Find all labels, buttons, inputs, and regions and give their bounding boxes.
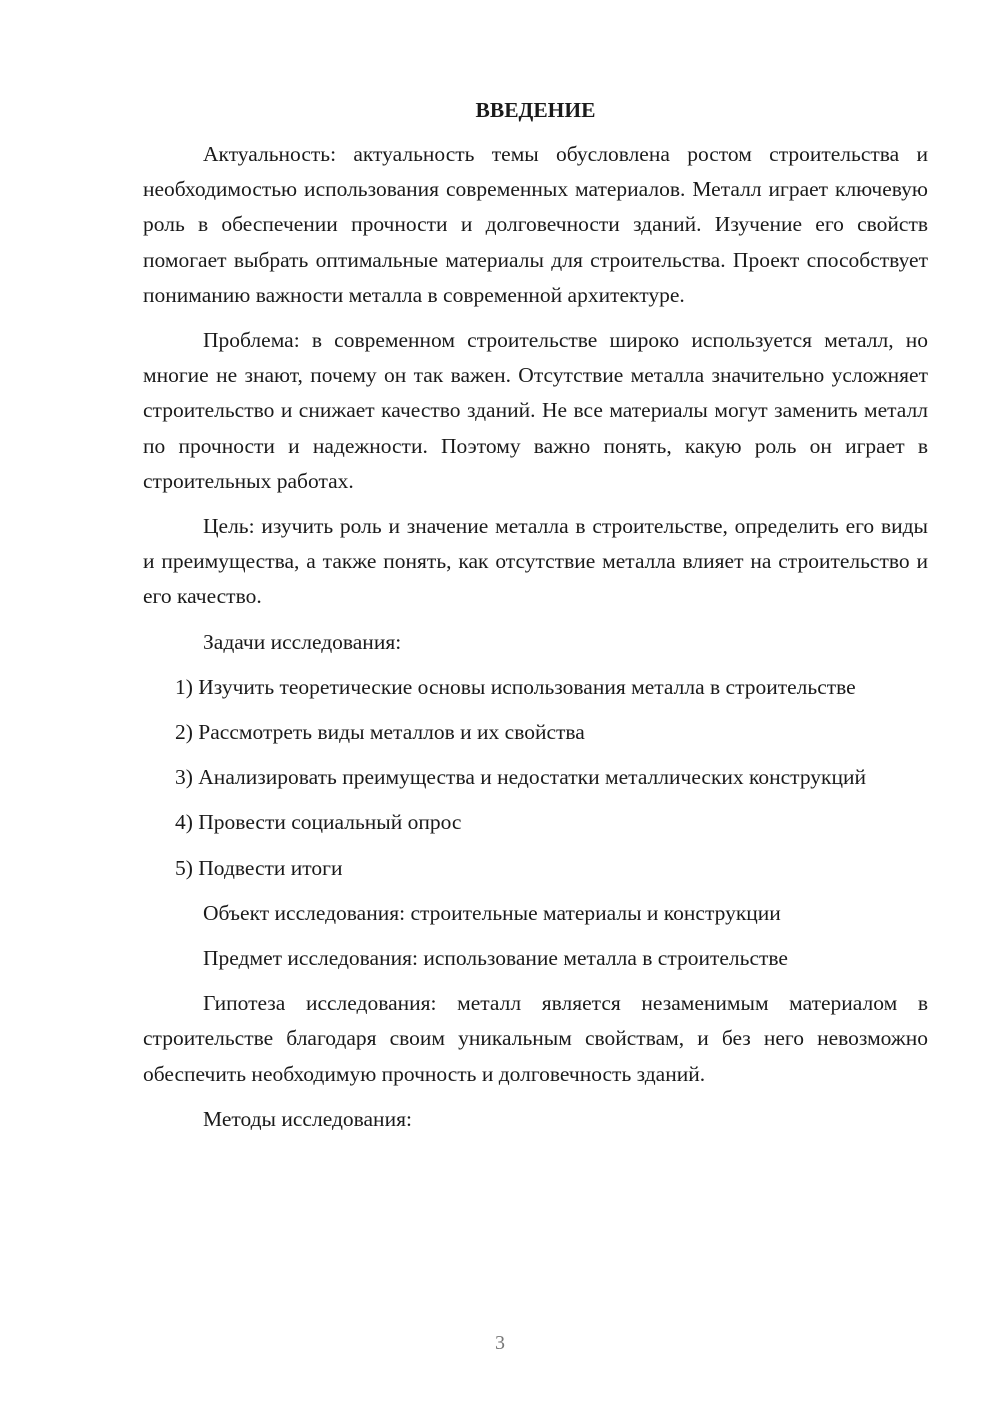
paragraph-methods-heading: Методы исследования: xyxy=(203,1106,412,1131)
task-item-4: 4) Провести социальный опрос xyxy=(175,810,462,835)
paragraph-problem: Проблема: в современном строительстве широко используется металл, но многие не знают, почему он так важен. Отсутствие металла значительно усложняет строительство и снижает качество зданий. Не все материалы могут заменить металл по прочности и надежности. Поэтому важно понять, какую роль он играет в строительных работах. xyxy=(143,328,928,493)
paragraph-object: Объект исследования: строительные материалы и конструкции xyxy=(203,900,781,925)
paragraph-tasks-heading: Задачи исследования: xyxy=(203,629,402,654)
paragraph-relevance: Актуальность: актуальность темы обусловлена ростом строительства и необходимостью использования современных материалов. Металл играет ключевую роль в обеспечении прочности и долговечности зданий. Изучение его свойств помогает выбрать оптимальные материалы для строительства. Проект способствует пониманию важности металла в современной архитектуре. xyxy=(143,142,928,307)
task-item-2: 2) Рассмотреть виды металлов и их свойства xyxy=(175,720,585,745)
task-item-3: 3) Анализировать преимущества и недостатки металлических конструкций xyxy=(175,765,867,790)
page-number: 3 xyxy=(495,1332,505,1354)
paragraph-hypothesis: Гипотеза исследования: металл является незаменимым материалом в строительстве благодаря своим уникальным свойствам, и без него невозможно обеспечить необходимую прочность и долговечность зданий. xyxy=(143,991,928,1086)
paragraph-subject: Предмет исследования: использование металла в строительстве xyxy=(203,946,788,971)
task-item-1: 1) Изучить теоретические основы использования металла в строительстве xyxy=(175,674,856,699)
document-page xyxy=(143,90,928,1147)
paragraph-goal: Цель: изучить роль и значение металла в строительстве, определить его виды и преимущества, а также понять, как отсутствие металла влияет на строительство и его качество. xyxy=(143,514,928,609)
task-item-5: 5) Подвести итоги xyxy=(175,855,343,880)
page-title: ВВЕДЕНИЕ xyxy=(475,98,596,122)
